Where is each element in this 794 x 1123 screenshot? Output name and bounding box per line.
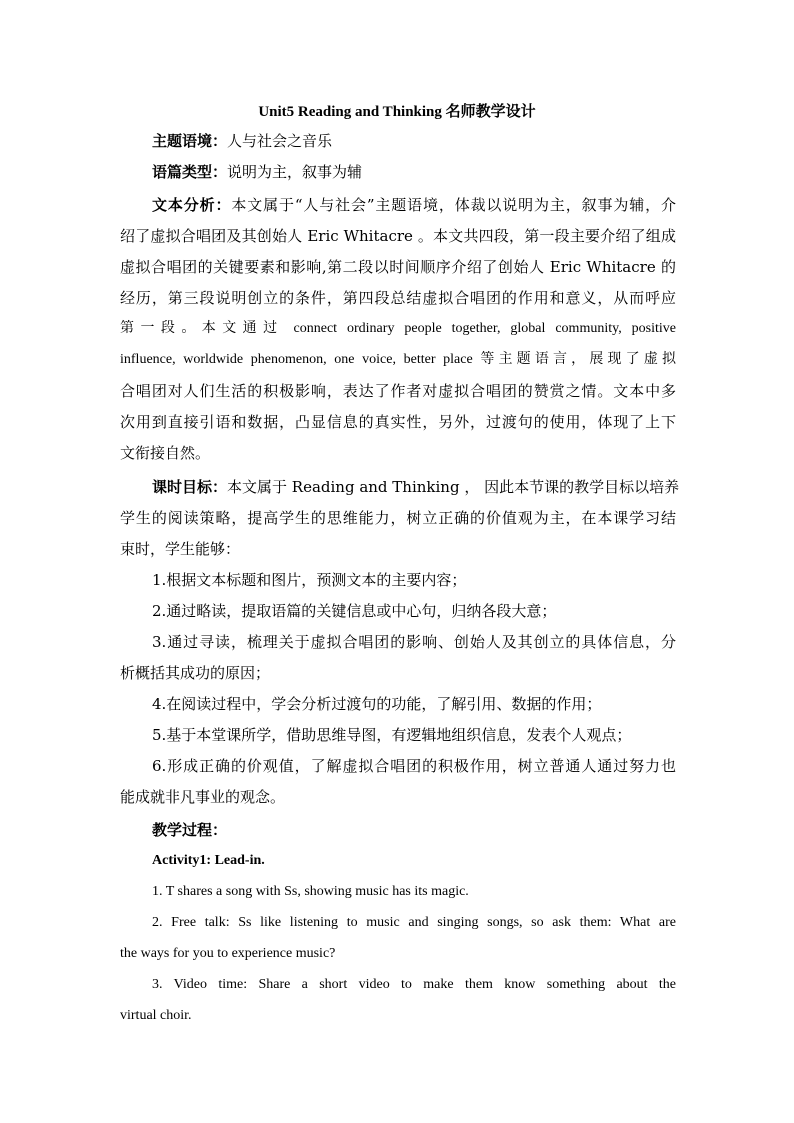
objectives-line-2: 学生的阅读策略，提高学生的思维能力，树立正确的价值观为主，在本课学习结 [120, 509, 676, 527]
text-analysis-line-6: influence, worldwide phenomenon, one voice, better place 等主题语言，展现了虚拟 [120, 352, 676, 367]
objective-item-1: 1.根据文本标题和图片，预测文本的主要内容； [152, 571, 467, 589]
text-analysis-line-4: 经历，第三段说明创立的条件，第四段总结虚拟合唱团的作用和意义，从而呼应 [120, 289, 676, 307]
theme-context-line [152, 130, 676, 152]
text-analysis-line-7: 合唱团对人们生活的积极影响，表达了作者对虚拟合唱团的赞赏之情。文本中多 [120, 382, 676, 400]
objectives-line-3: 束时，学生能够： [120, 540, 241, 558]
text-analysis-label: 文本分析： [152, 196, 232, 214]
text-type-label: 语篇类型： [152, 163, 228, 181]
text-analysis-line-8: 次用到直接引语和数据，凸显信息的真实性，另外，过渡句的使用，体现了上下 [120, 413, 676, 431]
objective-item-5: 5.基于本堂课所学，借助思维导图，有逻辑地组织信息，发表个人观点； [152, 726, 632, 744]
text-type-line [152, 161, 676, 183]
process-step-2: 2. Free talk: Ss like listening to music and singing songs, so ask them: What are [152, 915, 676, 930]
objectives-label: 课时目标： [152, 478, 228, 496]
objective-item-2: 2.通过略读，提取语篇的关键信息或中心句，归纳各段大意； [152, 602, 557, 620]
objectives-text: 本文属于 Reading and Thinking ， 因此本节课的教学目标以培养 [227, 478, 680, 496]
text-analysis-line-5: 第一段。本文通过 connect ordinary people together, global community, positive [120, 321, 676, 336]
objectives-line-1 [152, 476, 680, 498]
objective-item-6-cont: 能成就非凡事业的观念。 [120, 788, 286, 806]
objective-item-4: 4.在阅读过程中，学会分析过渡句的功能，了解引用、数据的作用； [152, 695, 602, 713]
text-type-value: 说明为主，叙事为辅 [227, 163, 363, 181]
process-heading: 教学过程： [152, 821, 228, 839]
process-step-3-cont: virtual choir. [120, 1008, 192, 1023]
objective-item-3-cont: 析概括其成功的原因； [120, 664, 271, 682]
activity1-heading: Activity1: Lead-in. [152, 853, 265, 868]
objective-item-6: 6.形成正确的价观值，了解虚拟合唱团的积极作用，树立普通人通过努力也 [152, 757, 676, 775]
text-analysis-line-9: 文衔接自然。 [120, 444, 211, 462]
theme-context-value: 人与社会之音乐 [227, 132, 333, 150]
text-analysis-line-3: 虚拟合唱团的关键要素和影响,第二段以时间顺序介绍了创始人 Eric Whitacre 的 [120, 258, 676, 276]
text-analysis-text: 本文属于“人与社会”主题语境，体裁以说明为主，叙事为辅，介 [231, 196, 676, 214]
text-analysis-line-1 [152, 194, 676, 216]
text-analysis-line-2: 绍了虚拟合唱团及其创始人 Eric Whitacre 。本文共四段，第一段主要介绍了组成 [120, 227, 676, 245]
process-step-2-cont: the ways for you to experience music? [120, 946, 336, 961]
process-step-3: 3. Video time: Share a short video to make them know something about the [152, 977, 676, 992]
process-step-1: 1. T shares a song with Ss, showing music has its magic. [152, 884, 469, 899]
page-title: Unit5 Reading and Thinking 名师教学设计 [258, 104, 536, 120]
objective-item-3: 3.通过寻读，梳理关于虚拟合唱团的影响、创始人及其创立的具体信息，分 [152, 633, 676, 651]
theme-context-label: 主题语境： [152, 132, 228, 150]
